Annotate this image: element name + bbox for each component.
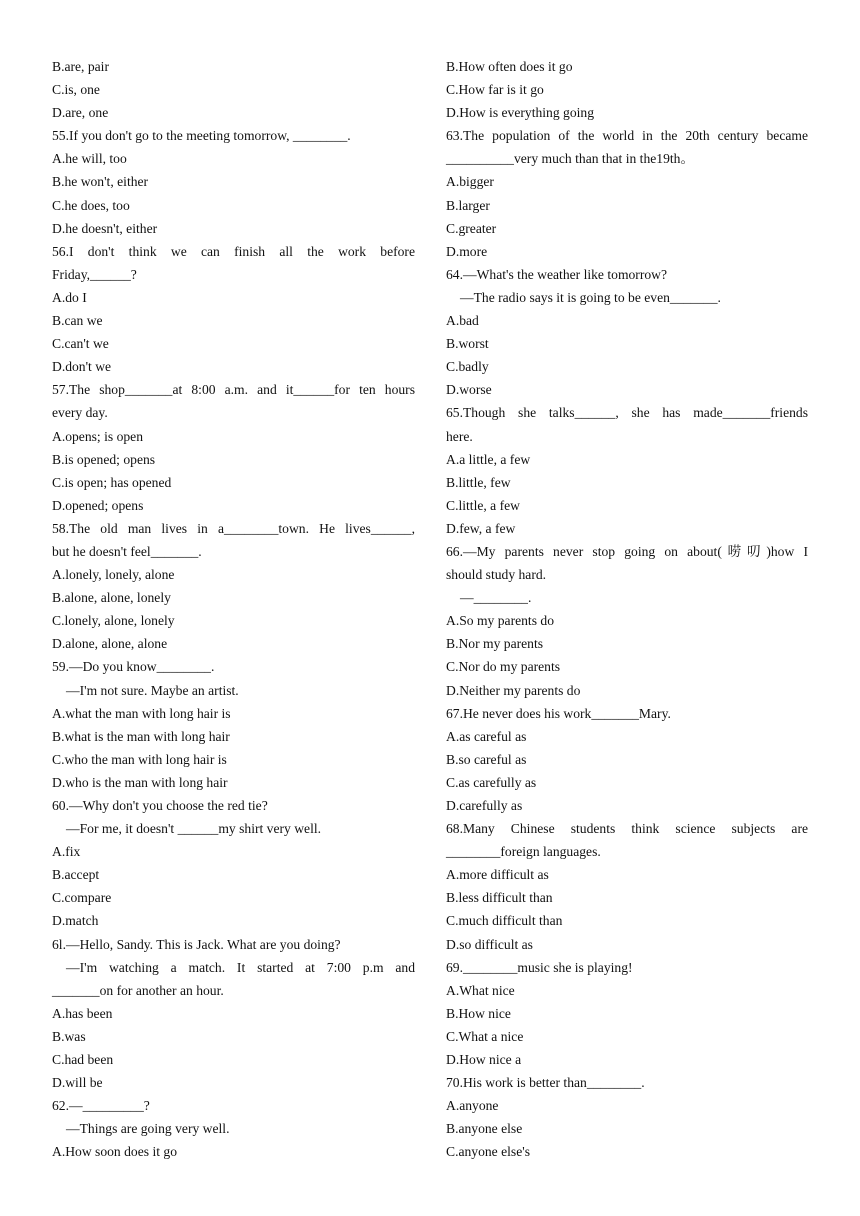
right-column	[446, 55, 808, 1164]
text-line: but he doesn't feel_______.	[52, 543, 202, 559]
text-line: D.are, one	[52, 105, 109, 121]
text-line: D.so difficult as	[446, 936, 533, 952]
text-line: every day.	[52, 405, 108, 421]
text-line: B.less difficult than	[446, 890, 553, 906]
text-line: D.How is everything going	[446, 105, 595, 121]
text-line: B.what is the man with long hair	[52, 728, 230, 744]
text-line: —________.	[460, 590, 532, 606]
text-line: D.carefully as	[446, 798, 523, 813]
text-line: C.is, one	[52, 82, 100, 98]
text-line: C.who the man with long hair is	[52, 751, 227, 767]
text-line: D.few, a few	[446, 520, 516, 536]
text-line: C.greater	[446, 220, 497, 236]
text-line: C.is open; has opened	[52, 474, 172, 490]
text-line: here.	[446, 428, 473, 444]
text-line: D.How nice a	[446, 1052, 522, 1068]
text-line: B.worst	[446, 336, 489, 352]
text-line: D.match	[52, 913, 99, 929]
text-line: 60.—Why don't you choose the red tie?	[52, 798, 268, 813]
text-line: C.can't we	[52, 336, 109, 352]
text-line: C.little, a few	[446, 497, 520, 513]
text-line: A.So my parents do	[446, 613, 554, 629]
text-line: __________very much than that in the19th。	[446, 151, 695, 167]
text-line: D.don't we	[52, 359, 112, 375]
text-line: 58.The old man lives in a________town. He lives______,	[52, 520, 415, 536]
text-line: —I'm watching a match. It started at 7:00 p.m and	[66, 959, 415, 975]
text-line: B.little, few	[446, 474, 511, 490]
text-line: D.more	[446, 243, 488, 259]
text-line: 67.He never does his work_______Mary.	[446, 705, 671, 721]
text-line: _______on for another an hour.	[52, 982, 224, 998]
text-line: D.he doesn't, either	[52, 220, 158, 236]
text-line: A.a little, a few	[446, 451, 531, 467]
text-line: C.he does, too	[52, 197, 130, 213]
text-line: B.accept	[52, 867, 100, 883]
text-line: A.as careful as	[446, 728, 527, 744]
text-line: A.bigger	[446, 174, 494, 190]
text-line: A.opens; is open	[52, 428, 143, 444]
text-line: 62.—_________?	[52, 1098, 150, 1114]
text-line: B.How often does it go	[446, 59, 573, 74]
text-line: should study hard.	[446, 567, 547, 583]
text-line: B.are, pair	[52, 59, 109, 74]
left-column	[52, 55, 415, 1164]
text-line: 55.If you don't go to the meeting tomorrow, ________.	[52, 128, 351, 144]
text-line: B.How nice	[446, 1005, 511, 1021]
text-line: C.had been	[52, 1052, 114, 1068]
text-line: 65.Though she talks______, she has made_______friends	[446, 405, 808, 421]
text-line: C.compare	[52, 890, 112, 906]
text-line: A.fix	[52, 844, 81, 860]
text-line: B.he won't, either	[52, 174, 149, 190]
text-line: A.bad	[446, 313, 479, 329]
text-line: D.opened; opens	[52, 497, 144, 513]
text-line: A.has been	[52, 1005, 113, 1021]
text-line: B.Nor my parents	[446, 636, 544, 652]
text-line: C.anyone else's	[446, 1144, 530, 1160]
text-line: 56.I don't think we can finish all the work before	[52, 243, 415, 259]
text-line: A.What nice	[446, 982, 515, 998]
text-line: C.What a nice	[446, 1028, 524, 1044]
text-line: C.lonely, alone, lonely	[52, 613, 175, 629]
text-line: —I'm not sure. Maybe an artist.	[66, 682, 239, 698]
text-line: 63.The population of the world in the 20th century became	[446, 128, 808, 144]
text-line: B.larger	[446, 197, 490, 213]
text-line: D.Neither my parents do	[446, 682, 581, 698]
text-line: C.badly	[446, 359, 489, 375]
text-line: B.alone, alone, lonely	[52, 590, 171, 606]
text-line: A.How soon does it go	[52, 1144, 177, 1160]
text-line: B.anyone else	[446, 1121, 523, 1137]
text-line: C.Nor do my parents	[446, 659, 561, 675]
text-line: D.will be	[52, 1075, 103, 1091]
text-line: B.is opened; opens	[52, 451, 156, 467]
text-line: —Things are going very well.	[66, 1121, 230, 1137]
text-line: Friday,______?	[52, 266, 137, 282]
text-line: A.lonely, lonely, alone	[52, 567, 175, 583]
text-line: 66.—My parents never stop going on about(唠叨)how I	[446, 543, 808, 559]
text-line: 59.—Do you know________.	[52, 659, 215, 675]
text-line: D.alone, alone, alone	[52, 636, 168, 652]
text-line: A.anyone	[446, 1098, 499, 1114]
text-line: B.so careful as	[446, 751, 527, 767]
text-line: D.worse	[446, 382, 492, 398]
text-line: A.he will, too	[52, 151, 127, 167]
text-line: 70.His work is better than________.	[446, 1075, 645, 1091]
text-line: 68.Many Chinese students think science subjects are	[446, 821, 808, 837]
text-line: C.How far is it go	[446, 82, 544, 98]
text-line: B.was	[52, 1028, 86, 1044]
text-line: 69.________music she is playing!	[446, 959, 633, 975]
text-line: —For me, it doesn't ______my shirt very well.	[66, 821, 322, 837]
text-line: C.much difficult than	[446, 913, 563, 929]
text-line: ________foreign languages.	[446, 844, 601, 860]
text-line: B.can we	[52, 313, 103, 329]
text-line: 64.—What's the weather like tomorrow?	[446, 266, 668, 282]
text-line: A.more difficult as	[446, 867, 549, 883]
text-line: 57.The shop_______at 8:00 a.m. and it______for ten hours	[52, 382, 415, 398]
text-line: C.as carefully as	[446, 774, 537, 790]
text-line: —The radio says it is going to be even_______.	[460, 289, 721, 305]
text-line: 6l.—Hello, Sandy. This is Jack. What are you doing?	[52, 936, 341, 952]
text-line: D.who is the man with long hair	[52, 774, 228, 790]
text-line: A.do I	[52, 289, 87, 305]
text-line: A.what the man with long hair is	[52, 705, 231, 721]
